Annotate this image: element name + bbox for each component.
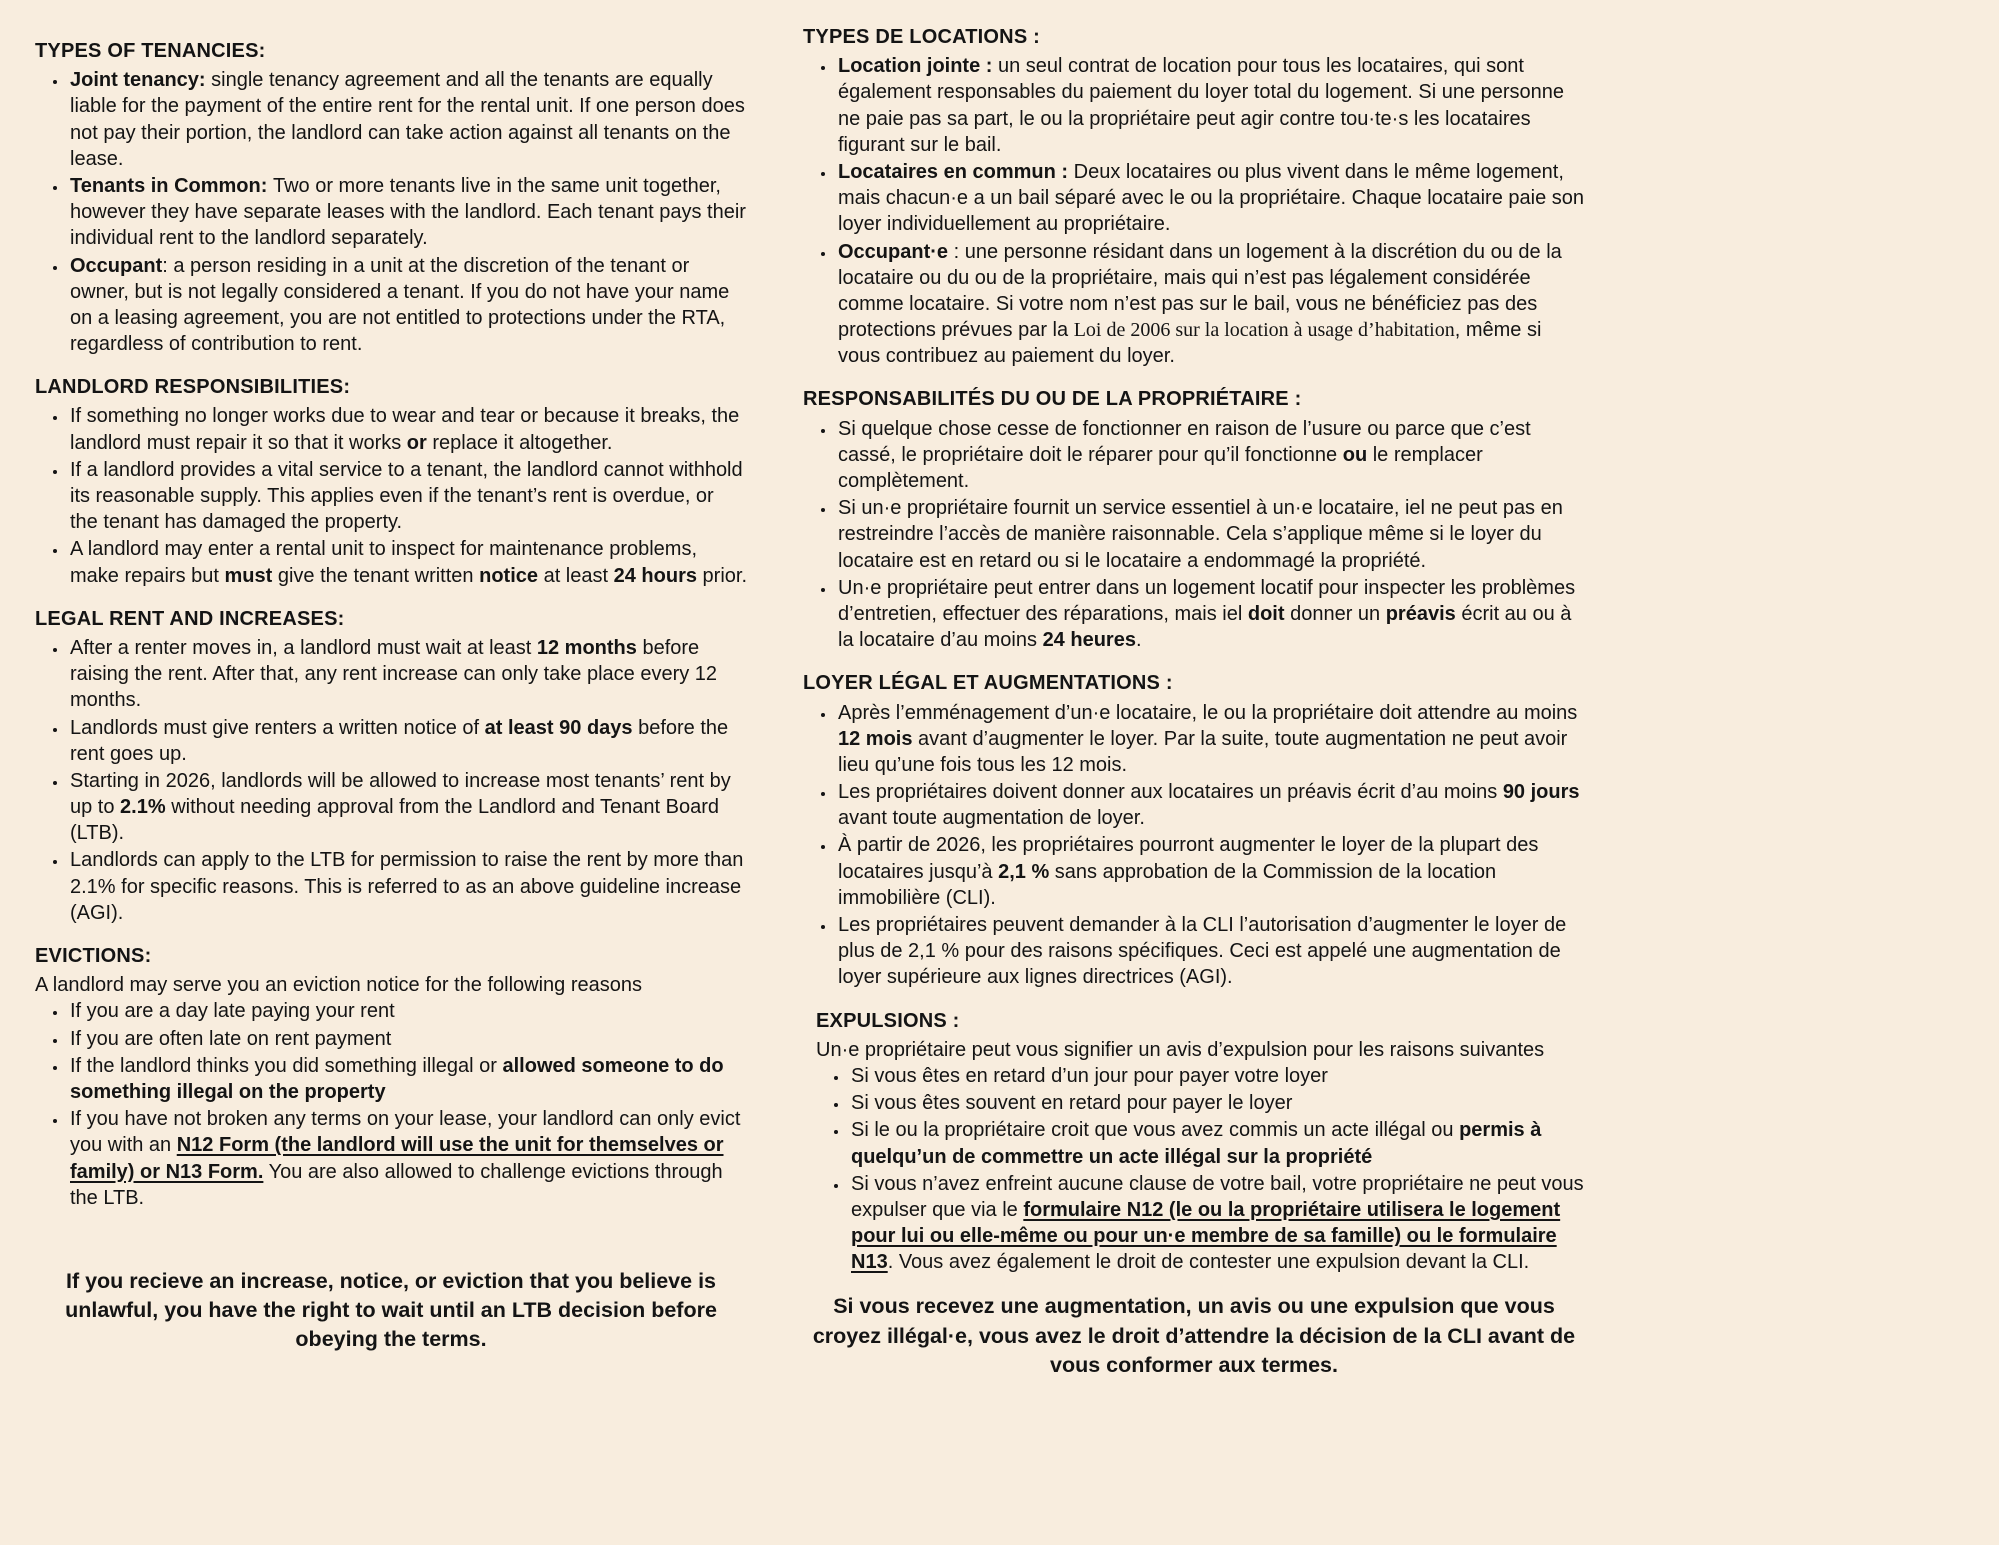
section-intro: Un·e propriétaire peut vous signifier un avis d’expulsion pour les raisons suivantes [816,1038,1545,1061]
bullet-item [68,1106,747,1211]
body-text: Si quelque chose cesse de fonctionner en raison de l’usure ou parce que c’est cassé, le propriétaire doit le réparer pour qu’il fonctionne [838,417,1531,466]
emphasis-text: 24 heures [1042,629,1136,652]
form-reference-text: N12 Form (the landlord will use the unit for themselves or family) or N13 Form. [70,1134,724,1183]
body-text: Deux locataires ou plus vivent dans le même logement, mais chacun·e a un bail séparé avec le ou la propriétaire. Chaque locataire paie son loyer individuellement au propriétaire. [838,160,1585,236]
body-text: If something no longer works due to wear and tear or because it breaks, the landlord must repair it so that it works [70,405,740,454]
column-english [35,24,747,1355]
body-text: Si un·e propriétaire fournit un service essentiel à un·e locataire, iel ne peut pas en restreindre l’accès de manière raisonnable. Cela s’applique même si le loyer du locataire est en retard ou si le locataire a endommagé la propriété. [838,497,1563,572]
emphasis-text: 2.1% [120,796,166,819]
emphasis-text: 24 hours [613,564,697,587]
body-text: le remplacer complètement. [838,443,1483,492]
bullet-item [68,457,747,536]
bullet-item [68,635,747,714]
bullet-list [35,403,747,588]
body-text: : une personne résidant dans un logement à la discrétion du ou de la locataire ou du ou de la propriétaire, mais qui n’est pas légalement considérée comme locataire. Si votre nom n’est pas sur le bail, vous ne bénéficiez pas des protections prévues par la [838,240,1562,342]
bullet-list [816,1063,1585,1276]
body-text: Les propriétaires peuvent demander à la CLI l’autorisation d’augmenter le loyer de plus de 2,1 % pour des raisons spécifiques. Ceci est appelé une augmentation de loyer supérieure aux lignes directrices (AGI). [838,914,1567,989]
bullet-item [68,768,747,847]
bullet-list [35,998,747,1211]
body-text: If you are often late on rent payment [70,1027,392,1050]
section-heading: TYPES DE LOCATIONS : [803,26,1040,48]
body-text: Si vous êtes souvent en retard pour payer le loyer [851,1092,1293,1115]
bullet-item [68,847,747,926]
bullet-item [68,67,747,172]
bullet-item [68,403,747,455]
bullet-item [68,173,747,252]
section-heading: TYPES OF TENANCIES: [35,40,266,62]
emphasis-text: Location jointe : [838,55,998,78]
body-text: avant toute augmentation de loyer. [838,807,1145,830]
section-types-de-locations [803,24,1585,369]
body-text: . [1135,629,1142,652]
section-types-of-tenancies [35,38,747,357]
bullet-item [836,53,1585,158]
section-heading: LEGAL RENT AND INCREASES: [35,607,345,630]
bullet-list [35,67,747,357]
body-text: prior. [696,564,748,587]
emphasis-text: Tenants in Common: [70,174,273,197]
emphasis-text: Occupant·e [838,240,949,263]
bullet-item [849,1171,1585,1276]
body-text: Si vous n’avez enfreint aucune clause de votre bail, votre propriétaire ne peut vous expulser que via le [851,1172,1584,1221]
emphasis-text: 90 jours [1502,781,1580,804]
bullet-list [35,635,747,926]
body-text: without needing approval from the Landlord and Tenant Board (LTB). [70,796,719,845]
body-text: Un·e propriétaire peut entrer dans un logement locatif pour inspecter les problèmes d’entretien, effectuer des réparations, mais iel [838,576,1576,625]
emphasis-text: permis à quelqu’un de commettre un acte illégal sur la propriété [851,1119,1542,1168]
bullet-item [68,253,747,358]
bullet-item [836,779,1585,831]
body-text: avant d’augmenter le loyer. Par la suite, toute augmentation ne peut avoir lieu qu’une fois tous les 12 mois. [838,727,1568,776]
emphasis-text: at least 90 days [484,716,633,739]
bullet-list [803,700,1585,991]
body-text: If a landlord provides a vital service to a tenant, the landlord cannot withhold its reasonable supply. This applies even if the tenant’s rent is overdue, or the tenant has damaged the property. [70,458,743,534]
body-text: , même si vous contribuez au paiement du loyer. [838,319,1542,368]
two-column-layout [35,24,1964,1380]
emphasis-text: or [406,431,427,454]
bullet-item [68,536,747,588]
body-text: After a renter moves in, a landlord must wait at least [70,636,537,659]
body-text: single tenancy agreement and all the tenants are equally liable for the payment of the entire rent for the rental unit. If one person does not pay their portion, the landlord can take action against all tenants on the lease. [70,69,745,170]
bullet-item [849,1063,1585,1089]
section-loyer-legal-et-augmentations [803,670,1585,990]
emphasis-text: Locataires en commun : [838,160,1074,183]
body-text: If you have not broken any terms on your lease, your landlord can only evict you with an [70,1108,741,1157]
bullet-item [836,575,1585,654]
emphasis-text: Joint tenancy: [70,69,212,92]
body-text: . Vous avez également le droit de contester une expulsion devant la CLI. [887,1251,1530,1274]
section-heading: EXPULSIONS : [816,1009,960,1032]
body-text: Starting in 2026, landlords will be allowed to increase most tenants’ rent by up to [70,769,731,819]
body-text: Landlords must give renters a written notice of [70,716,485,739]
footer-notice: Si vous recevez une augmentation, un avis ou une expulsion que vous croyez illégal·e, vous avez le droit d’attendre la décision de la CLI avant de vous conformer aux termes. [812,1294,1576,1377]
body-text: donner un [1284,602,1386,625]
bullet-list [803,416,1585,654]
body-text: If you are a day late paying your rent [70,1000,395,1023]
bullet-item [836,416,1585,495]
bullet-item [68,998,747,1024]
body-text: Les propriétaires doivent donner aux locataires un préavis écrit d’au moins [838,781,1503,804]
bullet-item [849,1117,1585,1169]
section-heading: LOYER LÉGAL ET AUGMENTATIONS : [803,672,1173,695]
body-text: À partir de 2026, les propriétaires pourront augmenter le loyer de la plupart des locataires jusqu’à [838,834,1539,883]
body-text: : a person residing in a unit at the discretion of the tenant or owner, but is not legally considered a tenant. If you do not have your name on a leasing agreement, you are not entitled to protections under the RTA, regardless of contribution to rent. [70,254,730,356]
bullet-item [836,159,1585,238]
body-text: Two or more tenants live in the same unit together, however they have separate leases with the landlord. Each tenant pays their individual rent to the landlord separately. [70,174,746,250]
emphasis-text: 12 mois [838,727,913,750]
bullet-item [836,239,1585,370]
body-text: replace it altogether. [426,431,613,454]
section-expulsions [816,1008,1585,1276]
body-text: Si vous êtes en retard d’un jour pour payer votre loyer [851,1064,1328,1087]
emphasis-text: notice [479,564,539,587]
body-text: écrit au ou à la locataire d’au moins [838,602,1572,652]
column-french [803,24,1585,1380]
body-text: at least [538,564,614,587]
bullet-item [68,1053,747,1105]
bullet-item [836,912,1585,991]
body-text: You are also allowed to challenge evictions through the LTB. [70,1160,723,1209]
section-intro: A landlord may serve you an eviction notice for the following reasons [35,974,643,997]
body-text: Après l’emménagement d’un·e locataire, le ou la propriétaire doit attendre au moins [838,701,1578,724]
body-text: A landlord may enter a rental unit to inspect for maintenance problems, make repairs but [70,538,698,587]
section-legal-rent-and-increases [35,606,747,926]
body-text: un seul contrat de location pour tous les locataires, qui sont également responsables du paiement du loyer total du logement. Si une personne ne paie pas sa part, le ou la propriétaire peut agir contre tou·te·s les locataires figurant sur le bail. [838,55,1565,156]
body-text: Si le ou la propriétaire croit que vous avez commis un acte illégal ou [851,1119,1460,1142]
body-text: If the landlord thinks you did something illegal or [70,1054,503,1077]
bullet-item [849,1090,1585,1116]
emphasis-text: must [224,564,273,587]
section-landlord-responsibilities [35,374,747,589]
bullet-item [68,715,747,767]
emphasis-text: 12 months [536,636,637,659]
body-text: before the rent goes up. [70,716,729,765]
emphasis-text: préavis [1385,602,1456,625]
section-heading: RESPONSABILITÉS DU OU DE LA PROPRIÉTAIRE : [803,388,1302,411]
section-heading: EVICTIONS: [35,945,152,967]
section-evictions [35,943,747,1211]
emphasis-text: 2,1 % [998,860,1050,883]
emphasis-text: allowed someone to do something illegal on the property [70,1054,724,1103]
body-text: Landlords can apply to the LTB for permission to raise the rent by more than 2.1% for specific reasons. This is referred to as an above guideline increase (AGI). [70,849,744,924]
bullet-item [836,495,1585,574]
footer-notice: If you recieve an increase, notice, or eviction that you believe is unlawful, you have the right to wait until an LTB decision before obeying the terms. [65,1268,717,1352]
bullet-item [836,700,1585,779]
body-text: Loi de 2006 sur la location à usage d’habitation [1073,319,1455,342]
body-text: give the tenant written [272,564,480,587]
body-text: sans approbation de la Commission de la location immobilière (CLI). [838,860,1497,909]
bullet-list [803,53,1585,369]
section-heading: LANDLORD RESPONSIBILITIES: [35,376,351,399]
emphasis-text: doit [1247,602,1285,625]
section-responsabilites-du-ou-de-la-proprietaire [803,386,1585,653]
form-reference-text: formulaire N12 (le ou la propriétaire utilisera le logement pour lui ou elle-même ou pour un·e membre de sa famille) ou le formulaire N13 [851,1198,1561,1274]
bullet-item [836,832,1585,911]
body-text: before raising the rent. After that, any rent increase can only take place every 12 months. [70,636,718,712]
emphasis-text: ou [1342,443,1368,466]
bullet-item [68,1026,747,1052]
emphasis-text: Occupant [70,254,163,277]
